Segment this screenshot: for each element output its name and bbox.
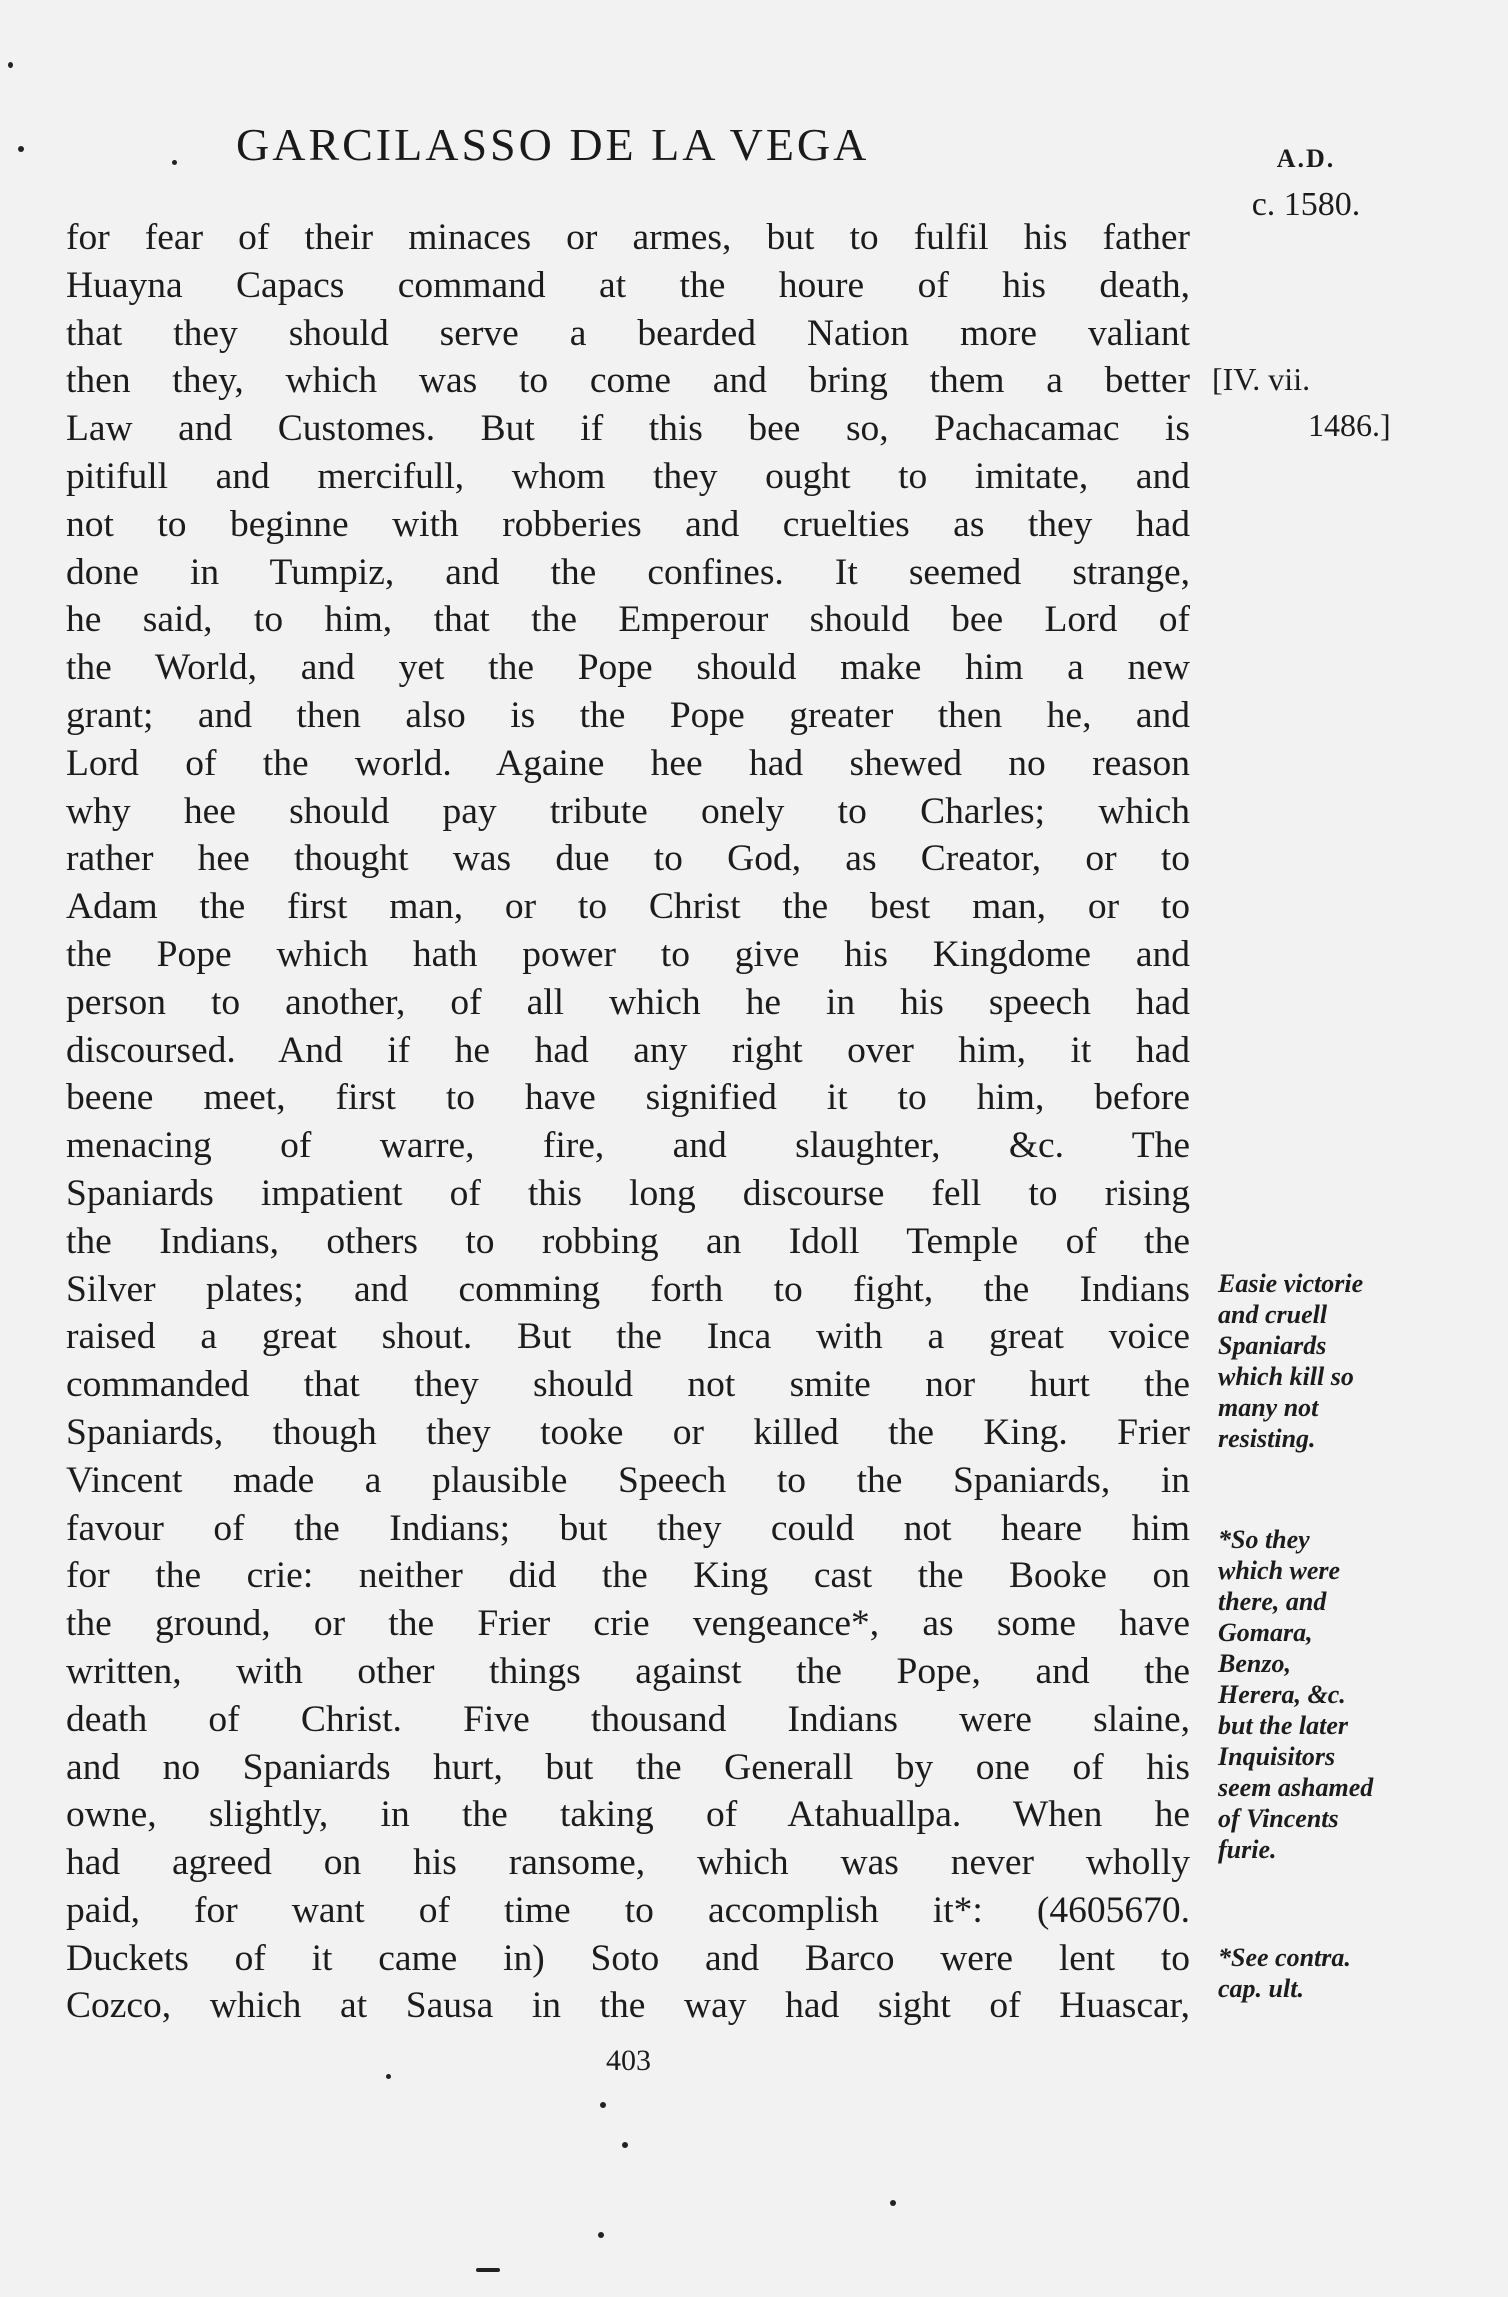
- margin-note-line: which kill so: [1218, 1362, 1354, 1391]
- scan-speck: [622, 2142, 628, 2148]
- body-line: for fear of their minaces or armes, but to fulfil his father: [66, 217, 1190, 258]
- margin-note-easie-victorie: [1218, 1268, 1468, 1454]
- body-line: menacing of warre, fire, and slaughter, &c. The: [66, 1125, 1190, 1167]
- body-line: Huayna Capacs command at the houre of his death,: [66, 264, 1190, 306]
- date-label: A.D.: [1276, 144, 1336, 173]
- scan-speck: [890, 2200, 896, 2206]
- margin-note-line: Inquisitors: [1218, 1742, 1336, 1771]
- margin-note-see-contra: [1218, 1942, 1468, 2004]
- body-line: discoursed. And if he had any right over him, it had: [66, 1029, 1190, 1071]
- body-line: the Pope which hath power to give his Kingdome and: [66, 933, 1190, 975]
- body-line: and no Spaniards hurt, but the Generall by one of his: [66, 1746, 1190, 1788]
- margin-note-line: seem ashamed: [1218, 1773, 1374, 1802]
- body-line: written, with other things against the Pope, and the: [66, 1650, 1190, 1692]
- body-line: not to beginne with robberies and cruelties as they had: [66, 503, 1190, 545]
- body-line: he said, to him, that the Emperour should bee Lord of: [66, 599, 1190, 641]
- body-line: Duckets of it came in) Soto and Barco were lent to: [66, 1937, 1190, 1979]
- body-line: beene meet, first to have signified it to him, before: [66, 1077, 1190, 1119]
- body-line: rather hee thought was due to God, as Creator, or to: [66, 838, 1190, 880]
- body-line: the Indians, others to robbing an Idoll Temple of the: [66, 1220, 1190, 1262]
- body-line: Lord of the world. Againe hee had shewed no reason: [66, 742, 1190, 784]
- margin-note-line: resisting.: [1218, 1424, 1316, 1453]
- body-line: raised a great shout. But the Inca with a great voice: [66, 1316, 1190, 1358]
- reference-line-1: [IV. vii.: [1212, 361, 1311, 397]
- scan-speck: [8, 62, 13, 68]
- margin-note-line: furie.: [1218, 1835, 1277, 1864]
- body-line: for the crie: neither did the King cast the Booke on: [66, 1555, 1190, 1597]
- margin-note-line: *So they: [1218, 1525, 1310, 1554]
- body-line: Vincent made a plausible Speech to the Spaniards, in: [66, 1459, 1190, 1501]
- body-line: the ground, or the Frier crie vengeance*, as some have: [66, 1603, 1190, 1645]
- body-line: Cozco, which at Sausa in the way had sight of Huascar,: [66, 1985, 1190, 2027]
- margin-note-line: Gomara,: [1218, 1618, 1313, 1647]
- body-line: owne, slightly, in the taking of Atahuallpa. When he: [66, 1794, 1190, 1836]
- body-line: pitifull and mercifull, whom they ought to imitate, and: [66, 455, 1190, 497]
- body-text: [66, 214, 1190, 2030]
- body-line: Law and Customes. But if this bee so, Pachacamac is: [66, 408, 1190, 450]
- body-line: Spaniards, though they tooke or killed the King. Frier: [66, 1411, 1190, 1453]
- margin-note-so-they: [1218, 1524, 1468, 1865]
- reference-line-2: 1486.]: [1308, 407, 1391, 443]
- margin-note-line: Herera, &c.: [1218, 1680, 1346, 1709]
- running-head-title: GARCILASSO DE LA VEGA: [236, 119, 870, 170]
- date-value: c. 1580.: [1251, 186, 1361, 223]
- scan-speck: [18, 146, 24, 152]
- body-line: Silver plates; and comming forth to fight, the Indians: [66, 1268, 1190, 1310]
- margin-note-line: Easie victorie: [1218, 1269, 1364, 1298]
- margin-note-line: but the later: [1218, 1711, 1349, 1740]
- margin-note-line: and cruell: [1218, 1300, 1328, 1329]
- body-line: the World, and yet the Pope should make him a new: [66, 647, 1190, 689]
- date-block: [1226, 136, 1386, 228]
- margin-note-line: many not: [1218, 1393, 1319, 1422]
- margin-note-line: of Vincents: [1218, 1804, 1339, 1833]
- body-line: why hee should pay tribute onely to Charles; which: [66, 790, 1190, 832]
- body-line: death of Christ. Five thousand Indians were slaine,: [66, 1698, 1190, 1740]
- margin-note-line: which were: [1218, 1556, 1341, 1585]
- body-line: that they should serve a bearded Nation more valiant: [66, 312, 1190, 354]
- body-line: Spaniards impatient of this long discourse fell to rising: [66, 1172, 1190, 1214]
- margin-note-line: Benzo,: [1218, 1649, 1291, 1678]
- body-line: paid, for want of time to accomplish it*: (4605670.: [66, 1889, 1190, 1931]
- body-line: person to another, of all which he in his speech had: [66, 981, 1190, 1023]
- scan-speck: [386, 2074, 391, 2079]
- body-line: grant; and then also is the Pope greater then he, and: [66, 694, 1190, 736]
- scan-speck: [598, 2232, 604, 2238]
- scan-speck: [600, 2102, 606, 2108]
- body-line: commanded that they should not smite nor hurt the: [66, 1364, 1190, 1406]
- body-line: had agreed on his ransome, which was never wholly: [66, 1842, 1190, 1884]
- body-line: then they, which was to come and bring them a better: [66, 360, 1190, 402]
- body-line: favour of the Indians; but they could not heare him: [66, 1507, 1190, 1549]
- margin-note-line: *See contra.: [1218, 1943, 1351, 1972]
- margin-note-line: Spaniards: [1218, 1331, 1327, 1360]
- volume-reference: [1212, 356, 1391, 448]
- body-line: done in Tumpiz, and the confines. It seemed strange,: [66, 551, 1190, 593]
- margin-note-line: there, and: [1218, 1587, 1327, 1616]
- margin-note-line: cap. ult.: [1218, 1974, 1304, 2003]
- scan-speck: [476, 2268, 500, 2272]
- body-line: Adam the first man, or to Christ the best man, or to: [66, 886, 1190, 928]
- scan-speck: [172, 160, 177, 165]
- page-number: 403: [606, 2044, 651, 2077]
